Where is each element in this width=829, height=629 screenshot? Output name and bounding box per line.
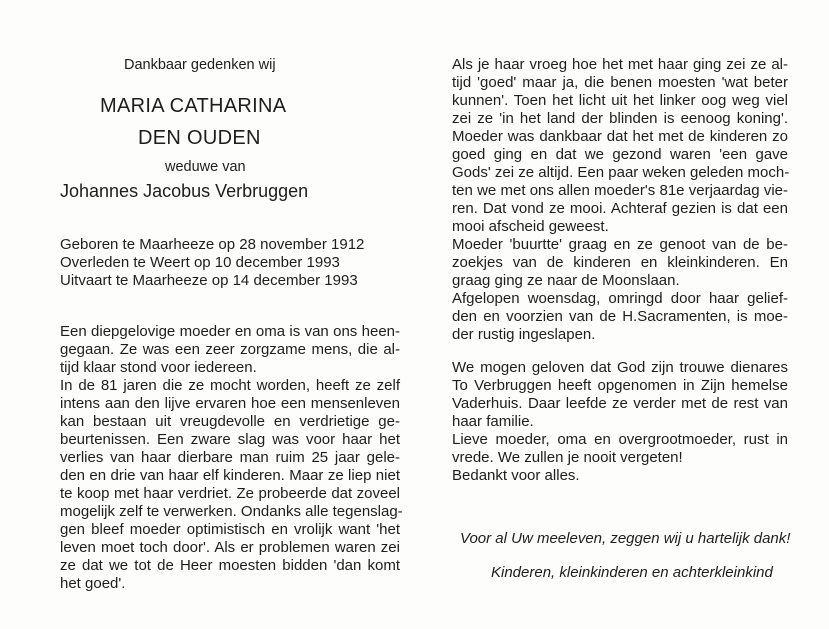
text-line: goed ging en dat we gezond waren 'een gave bbox=[452, 146, 788, 163]
text-line: den en drie van haar elf kinderen. Maar ze liep niet bbox=[60, 467, 400, 484]
text-line: To Verbruggen heeft opgenomen in Zijn hemelse bbox=[452, 377, 788, 394]
text-line: gegaan. Ze was een zeer zorgzame mens, die al- bbox=[60, 341, 400, 358]
text-line: ten we met ons allen moeder's 81e verjaardag vie- bbox=[452, 182, 788, 199]
text-line: We mogen geloven dat God zijn trouwe dienares bbox=[452, 359, 788, 376]
deceased-name-line1: MARIA CATHARINA bbox=[100, 95, 287, 117]
text-line: Moeder was dankbaar dat het met de kinderen zo bbox=[452, 128, 788, 145]
text-line: graag ging ze naar de Moonslaan. bbox=[452, 272, 680, 289]
text-line: beurtenissen. Een zware slag was voor haar het bbox=[60, 431, 400, 448]
text-line: den en voorzien van de H.Sacramenten, is moe- bbox=[452, 308, 788, 325]
thanks-text: Voor al Uw meeleven, zeggen wij u hartelijk dank! bbox=[460, 530, 791, 547]
text-line: tijd klaar stond voor iedereen. bbox=[60, 359, 257, 376]
funeral-date: Uitvaart te Maarheeze op 14 december 1993 bbox=[60, 272, 358, 289]
intro-text: Dankbaar gedenken wij bbox=[124, 57, 276, 73]
text-line: Afgelopen woensdag, omringd door haar gelief- bbox=[452, 290, 788, 307]
text-line: ze dat we tot de Heer moesten bidden 'dan komt bbox=[60, 557, 400, 574]
signature-text: Kinderen, kleinkinderen en achterkleinkind bbox=[491, 564, 773, 581]
text-line: zei ze 'in het land der blinden is eenoog koning'. bbox=[452, 110, 788, 127]
text-line: haar familie. bbox=[452, 413, 534, 430]
text-line: vrede. We zullen je nooit vergeten! bbox=[452, 449, 683, 466]
deceased-name-line2: DEN OUDEN bbox=[138, 127, 261, 149]
text-line: mogelijk zelf te verwerken. Ondanks alle tegenslag- bbox=[60, 503, 403, 520]
husband-name: Johannes Jacobus Verbruggen bbox=[60, 181, 309, 201]
text-line: het goed'. bbox=[60, 575, 126, 592]
text-line: kunnen'. Toen het licht uit het linker oog weg viel bbox=[452, 92, 788, 109]
text-line: Bedankt voor alles. bbox=[452, 467, 580, 484]
text-line: Lieve moeder, oma en overgrootmoeder, rust in bbox=[452, 431, 788, 448]
widow-of-text: weduwe van bbox=[165, 159, 246, 175]
text-line: ren. Dat vond ze mooi. Achteraf gezien is dat een bbox=[452, 200, 788, 217]
text-line: tijd 'goed' maar ja, die benen moesten 'wat beter bbox=[452, 74, 788, 91]
text-line: te koop met haar verdriet. Ze probeerde dat zoveel bbox=[60, 485, 400, 502]
text-line: mooi afscheid geweest. bbox=[452, 218, 609, 235]
death-date: Overleden te Weert op 10 december 1993 bbox=[60, 254, 340, 271]
text-line: kan bestaan uit vreugdevolle en verdrietige ge- bbox=[60, 413, 400, 430]
text-line: In de 81 jaren die ze mocht worden, heeft ze zelf bbox=[60, 377, 400, 394]
text-line: Als je haar vroeg hoe het met haar ging zei ze al- bbox=[452, 56, 788, 73]
text-line: Gods' zei ze altijd. Een paar weken geleden moch- bbox=[452, 164, 790, 181]
text-line: Een diepgelovige moeder en oma is van ons heen- bbox=[60, 323, 400, 340]
text-line: Vaderhuis. Daar leefde ze verder met de rest van bbox=[452, 395, 788, 412]
text-line: der rustig ingeslapen. bbox=[452, 326, 596, 343]
text-line: intens aan den lijve ervaren hoe een mensenleven bbox=[60, 395, 400, 412]
birth-date: Geboren te Maarheeze op 28 november 1912 bbox=[60, 236, 365, 253]
text-line: Moeder 'buurtte' graag en ze genoot van de be- bbox=[452, 236, 788, 253]
text-line: zoekjes van de kinderen en kleinkinderen. En bbox=[452, 254, 788, 271]
text-line: leven moet toch door'. Als er problemen waren zei bbox=[60, 539, 400, 556]
text-line: verlies van haar dierbare man ruim 25 jaar gele- bbox=[60, 449, 400, 466]
text-line: gen bleef moeder optimistisch en vrolijk want 'het bbox=[60, 521, 400, 538]
